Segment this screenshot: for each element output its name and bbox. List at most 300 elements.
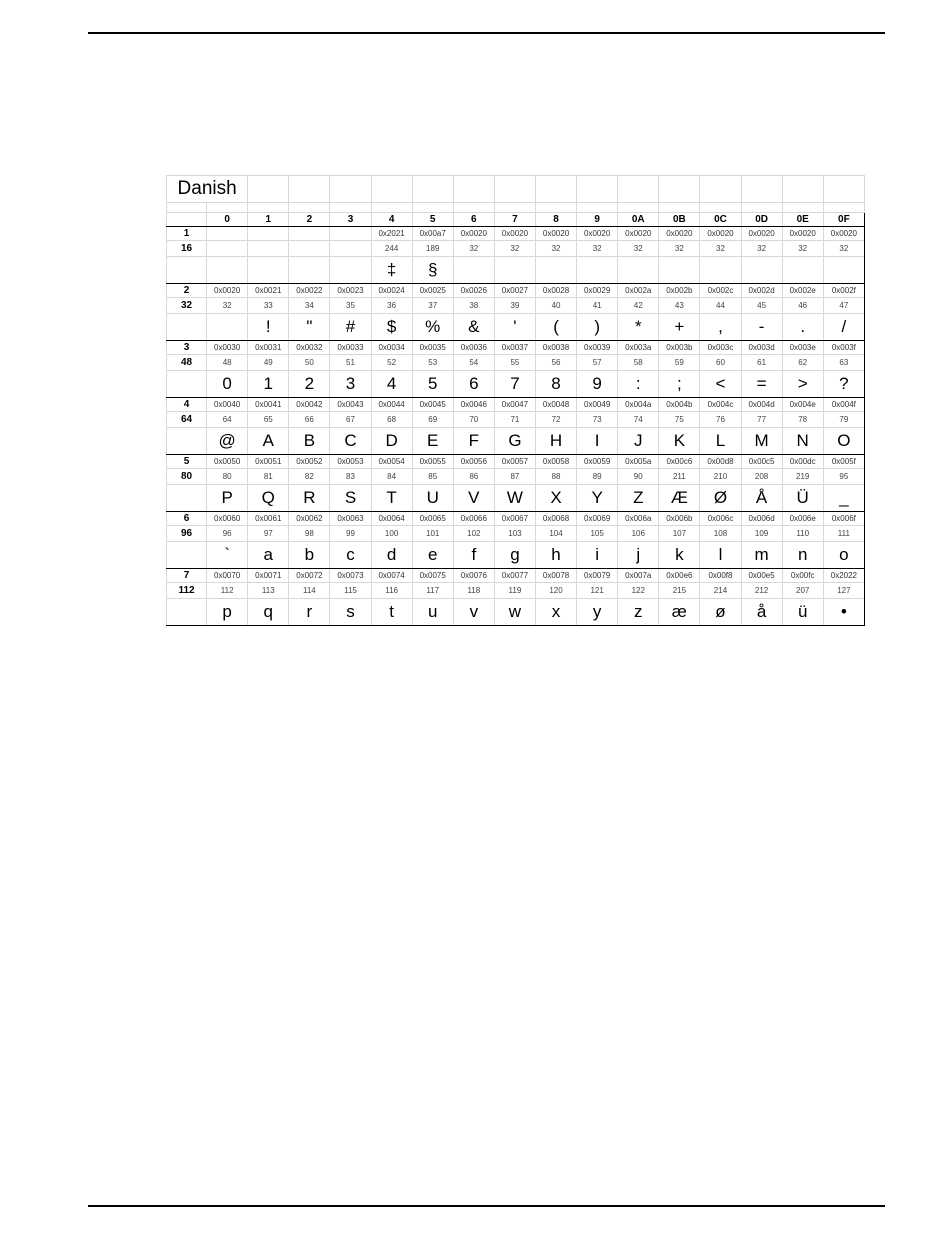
glyph-cell: T	[371, 485, 412, 512]
hex-code-cell: 0x0025	[412, 284, 453, 298]
empty-cell	[207, 203, 248, 213]
table-row	[167, 257, 865, 284]
hex-code-cell: 0x0072	[289, 569, 330, 583]
hex-code-cell: 0x005f	[823, 455, 864, 469]
decimal-code-cell: 103	[494, 526, 535, 542]
hex-code-cell: 0x0037	[494, 341, 535, 355]
table-row	[167, 371, 865, 398]
table-row	[167, 284, 865, 298]
empty-cell	[782, 203, 823, 213]
decimal-code-cell: 61	[741, 355, 782, 371]
glyph-cell: ‡	[371, 257, 412, 284]
hex-code-cell: 0x00c5	[741, 455, 782, 469]
decimal-code-cell: 101	[412, 526, 453, 542]
hex-code-cell: 0x00c6	[659, 455, 700, 469]
glyph-cell	[207, 257, 248, 284]
glyph-cell: .	[782, 314, 823, 341]
hex-code-cell: 0x0065	[412, 512, 453, 526]
hex-code-cell: 0x003b	[659, 341, 700, 355]
glyph-cell: m	[741, 542, 782, 569]
hex-code-cell: 0x0020	[823, 227, 864, 241]
empty-cell	[577, 176, 618, 203]
glyph-cell: l	[700, 542, 741, 569]
hex-code-cell: 0x0044	[371, 398, 412, 412]
decimal-code-cell: 51	[330, 355, 371, 371]
column-header: 9	[577, 213, 618, 227]
hex-code-cell: 0x004a	[618, 398, 659, 412]
glyph-cell: ü	[782, 599, 823, 626]
decimal-code-cell	[289, 241, 330, 257]
decimal-code-cell: 40	[535, 298, 576, 314]
decimal-code-cell: 32	[741, 241, 782, 257]
decimal-code-cell: 55	[494, 355, 535, 371]
hex-code-cell: 0x006f	[823, 512, 864, 526]
glyph-cell: y	[577, 599, 618, 626]
decimal-code-cell: 208	[741, 469, 782, 485]
glyph-cell: #	[330, 314, 371, 341]
glyph-cell: t	[371, 599, 412, 626]
row-label: 6	[167, 512, 207, 526]
table-row	[167, 355, 865, 371]
hex-code-cell: 0x0074	[371, 569, 412, 583]
glyph-cell: 4	[371, 371, 412, 398]
glyph-cell	[823, 257, 864, 284]
decimal-code-cell: 87	[494, 469, 535, 485]
hex-code-cell: 0x0020	[577, 227, 618, 241]
hex-code-cell: 0x0040	[207, 398, 248, 412]
column-header: 3	[330, 213, 371, 227]
glyph-cell: P	[207, 485, 248, 512]
hex-code-cell: 0x0029	[577, 284, 618, 298]
table-row	[167, 241, 865, 257]
decimal-code-cell: 32	[453, 241, 494, 257]
glyph-cell: s	[330, 599, 371, 626]
decimal-code-cell: 62	[782, 355, 823, 371]
glyph-cell: `	[207, 542, 248, 569]
glyph-cell	[535, 257, 576, 284]
glyph-cell: Y	[577, 485, 618, 512]
hex-code-cell: 0x0061	[248, 512, 289, 526]
hex-code-cell	[330, 227, 371, 241]
decimal-code-cell: 85	[412, 469, 453, 485]
empty-cell	[700, 203, 741, 213]
hex-code-cell: 0x0067	[494, 512, 535, 526]
row-decimal-label: 48	[167, 355, 207, 371]
decimal-code-cell: 97	[248, 526, 289, 542]
decimal-code-cell: 77	[741, 412, 782, 428]
hex-code-cell: 0x2021	[371, 227, 412, 241]
empty-cell	[453, 176, 494, 203]
hex-code-cell: 0x006c	[700, 512, 741, 526]
empty-cell	[741, 176, 782, 203]
hex-code-cell: 0x0043	[330, 398, 371, 412]
decimal-code-cell: 109	[741, 526, 782, 542]
decimal-code-cell: 32	[823, 241, 864, 257]
hex-code-cell: 0x00e5	[741, 569, 782, 583]
decimal-code-cell: 107	[659, 526, 700, 542]
decimal-code-cell: 105	[577, 526, 618, 542]
decimal-code-cell: 42	[618, 298, 659, 314]
glyph-cell: c	[330, 542, 371, 569]
column-header: 1	[248, 213, 289, 227]
hex-code-cell: 0x003c	[700, 341, 741, 355]
empty-cell	[741, 203, 782, 213]
glyph-cell: D	[371, 428, 412, 455]
glyph-cell: H	[535, 428, 576, 455]
decimal-code-cell: 32	[782, 241, 823, 257]
hex-code-cell: 0x004e	[782, 398, 823, 412]
hex-code-cell: 0x0034	[371, 341, 412, 355]
row-label-empty	[167, 257, 207, 284]
hex-code-cell: 0x0020	[700, 227, 741, 241]
hex-code-cell: 0x00d8	[700, 455, 741, 469]
glyph-cell: ?	[823, 371, 864, 398]
hex-code-cell: 0x0020	[659, 227, 700, 241]
decimal-code-cell: 82	[289, 469, 330, 485]
hex-code-cell: 0x00fc	[782, 569, 823, 583]
glyph-cell: =	[741, 371, 782, 398]
column-header: 4	[371, 213, 412, 227]
hex-code-cell: 0x0053	[330, 455, 371, 469]
decimal-code-cell: 59	[659, 355, 700, 371]
hex-code-cell: 0x0056	[453, 455, 494, 469]
decimal-code-cell: 127	[823, 583, 864, 599]
glyph-cell: b	[289, 542, 330, 569]
hex-code-cell: 0x0058	[535, 455, 576, 469]
glyph-cell: d	[371, 542, 412, 569]
decimal-code-cell: 119	[494, 583, 535, 599]
hex-code-cell: 0x003e	[782, 341, 823, 355]
empty-cell	[823, 203, 864, 213]
glyph-cell: U	[412, 485, 453, 512]
decimal-code-cell: 88	[535, 469, 576, 485]
decimal-code-cell: 74	[618, 412, 659, 428]
hex-code-cell: 0x0020	[741, 227, 782, 241]
table-row	[167, 412, 865, 428]
hex-code-cell: 0x0071	[248, 569, 289, 583]
hex-code-cell: 0x0042	[289, 398, 330, 412]
table-row	[167, 485, 865, 512]
glyph-cell: Ü	[782, 485, 823, 512]
glyph-cell: ,	[700, 314, 741, 341]
glyph-cell	[659, 257, 700, 284]
hex-code-cell: 0x0057	[494, 455, 535, 469]
column-header: 0A	[618, 213, 659, 227]
decimal-code-cell: 41	[577, 298, 618, 314]
row-decimal-label: 80	[167, 469, 207, 485]
hex-code-cell: 0x0032	[289, 341, 330, 355]
decimal-code-cell: 63	[823, 355, 864, 371]
hex-code-cell: 0x0038	[535, 341, 576, 355]
row-label-empty	[167, 542, 207, 569]
decimal-code-cell: 113	[248, 583, 289, 599]
row-decimal-label: 96	[167, 526, 207, 542]
table-row	[167, 398, 865, 412]
glyph-cell: z	[618, 599, 659, 626]
decimal-code-cell: 189	[412, 241, 453, 257]
glyph-cell: W	[494, 485, 535, 512]
glyph-cell: $	[371, 314, 412, 341]
decimal-code-cell: 81	[248, 469, 289, 485]
hex-code-cell: 0x004c	[700, 398, 741, 412]
decimal-code-cell: 32	[535, 241, 576, 257]
column-header: 5	[412, 213, 453, 227]
table-row	[167, 569, 865, 583]
hex-code-cell: 0x0020	[453, 227, 494, 241]
empty-cell	[782, 176, 823, 203]
decimal-code-cell: 38	[453, 298, 494, 314]
glyph-cell: 1	[248, 371, 289, 398]
glyph-cell: k	[659, 542, 700, 569]
glyph-cell: B	[289, 428, 330, 455]
hex-code-cell: 0x0028	[535, 284, 576, 298]
column-header: 6	[453, 213, 494, 227]
glyph-cell: v	[453, 599, 494, 626]
glyph-cell	[330, 257, 371, 284]
empty-cell	[371, 176, 412, 203]
empty-cell	[289, 203, 330, 213]
glyph-cell: S	[330, 485, 371, 512]
glyph-cell: /	[823, 314, 864, 341]
glyph-cell: 5	[412, 371, 453, 398]
hex-code-cell: 0x0063	[330, 512, 371, 526]
hex-code-cell	[248, 227, 289, 241]
hex-code-cell: 0x007a	[618, 569, 659, 583]
glyph-cell: *	[618, 314, 659, 341]
decimal-code-cell: 49	[248, 355, 289, 371]
empty-cell	[453, 203, 494, 213]
column-header: 0F	[823, 213, 864, 227]
decimal-code-cell: 54	[453, 355, 494, 371]
decimal-code-cell: 37	[412, 298, 453, 314]
glyph-cell: "	[289, 314, 330, 341]
hex-code-cell: 0x002d	[741, 284, 782, 298]
glyph-cell: Æ	[659, 485, 700, 512]
hex-code-cell: 0x0036	[453, 341, 494, 355]
hex-code-cell: 0x0060	[207, 512, 248, 526]
decimal-code-cell: 53	[412, 355, 453, 371]
decimal-code-cell: 115	[330, 583, 371, 599]
decimal-code-cell: 70	[453, 412, 494, 428]
decimal-code-cell: 35	[330, 298, 371, 314]
glyph-cell: Q	[248, 485, 289, 512]
decimal-code-cell: 90	[618, 469, 659, 485]
decimal-code-cell: 32	[207, 298, 248, 314]
decimal-code-cell: 32	[494, 241, 535, 257]
column-header: 0E	[782, 213, 823, 227]
glyph-cell	[207, 314, 248, 341]
glyph-cell: >	[782, 371, 823, 398]
hex-code-cell: 0x0052	[289, 455, 330, 469]
glyph-cell: h	[535, 542, 576, 569]
empty-cell	[577, 203, 618, 213]
hex-code-cell: 0x0054	[371, 455, 412, 469]
decimal-code-cell: 72	[535, 412, 576, 428]
table-row	[167, 599, 865, 626]
row-label-empty	[167, 314, 207, 341]
glyph-cell: f	[453, 542, 494, 569]
glyph-cell: K	[659, 428, 700, 455]
decimal-code-cell: 110	[782, 526, 823, 542]
header-corner	[167, 213, 207, 227]
row-decimal-label: 112	[167, 583, 207, 599]
hex-code-cell: 0x005a	[618, 455, 659, 469]
glyph-cell: ;	[659, 371, 700, 398]
hex-code-cell: 0x006b	[659, 512, 700, 526]
glyph-cell: <	[700, 371, 741, 398]
decimal-code-cell: 73	[577, 412, 618, 428]
decimal-code-cell: 89	[577, 469, 618, 485]
glyph-cell: 0	[207, 371, 248, 398]
glyph-cell: -	[741, 314, 782, 341]
glyph-cell: A	[248, 428, 289, 455]
glyph-cell: w	[494, 599, 535, 626]
decimal-code-cell: 78	[782, 412, 823, 428]
glyph-cell: X	[535, 485, 576, 512]
empty-cell	[659, 176, 700, 203]
hex-code-cell: 0x0031	[248, 341, 289, 355]
glyph-cell: r	[289, 599, 330, 626]
glyph-cell	[700, 257, 741, 284]
decimal-code-cell: 71	[494, 412, 535, 428]
decimal-code-cell: 114	[289, 583, 330, 599]
hex-code-cell: 0x003f	[823, 341, 864, 355]
decimal-code-cell: 75	[659, 412, 700, 428]
hex-code-cell: 0x00a7	[412, 227, 453, 241]
hex-code-cell: 0x002e	[782, 284, 823, 298]
glyph-cell: 7	[494, 371, 535, 398]
decimal-code-cell: 33	[248, 298, 289, 314]
decimal-code-cell: 76	[700, 412, 741, 428]
column-header: 7	[494, 213, 535, 227]
hex-code-cell: 0x002a	[618, 284, 659, 298]
decimal-code-cell: 118	[453, 583, 494, 599]
decimal-code-cell: 39	[494, 298, 535, 314]
glyph-cell: Ø	[700, 485, 741, 512]
decimal-code-cell: 106	[618, 526, 659, 542]
row-label: 7	[167, 569, 207, 583]
decimal-code-cell: 84	[371, 469, 412, 485]
glyph-cell: 2	[289, 371, 330, 398]
decimal-code-cell: 80	[207, 469, 248, 485]
hex-code-cell: 0x002f	[823, 284, 864, 298]
empty-cell	[330, 203, 371, 213]
hex-code-cell: 0x0020	[494, 227, 535, 241]
decimal-code-cell: 32	[577, 241, 618, 257]
glyph-cell: j	[618, 542, 659, 569]
decimal-code-cell	[330, 241, 371, 257]
hex-code-cell: 0x0026	[453, 284, 494, 298]
decimal-code-cell: 244	[371, 241, 412, 257]
hex-code-cell: 0x0041	[248, 398, 289, 412]
hex-code-cell: 0x0076	[453, 569, 494, 583]
decimal-code-cell: 211	[659, 469, 700, 485]
decimal-code-cell: 117	[412, 583, 453, 599]
decimal-code-cell: 47	[823, 298, 864, 314]
glyph-cell: F	[453, 428, 494, 455]
decimal-code-cell: 60	[700, 355, 741, 371]
glyph-cell: N	[782, 428, 823, 455]
decimal-code-cell: 214	[700, 583, 741, 599]
decimal-code-cell: 32	[618, 241, 659, 257]
hex-code-cell: 0x0023	[330, 284, 371, 298]
glyph-cell: §	[412, 257, 453, 284]
glyph-cell: %	[412, 314, 453, 341]
hex-code-cell: 0x0035	[412, 341, 453, 355]
hex-code-cell: 0x0068	[535, 512, 576, 526]
decimal-code-cell	[248, 241, 289, 257]
hex-code-cell: 0x0039	[577, 341, 618, 355]
hex-code-cell: 0x0051	[248, 455, 289, 469]
decimal-code-cell: 121	[577, 583, 618, 599]
empty-cell	[248, 203, 289, 213]
empty-cell	[371, 203, 412, 213]
glyph-cell	[289, 257, 330, 284]
decimal-code-cell: 50	[289, 355, 330, 371]
glyph-cell: x	[535, 599, 576, 626]
hex-code-cell: 0x0030	[207, 341, 248, 355]
decimal-code-cell: 58	[618, 355, 659, 371]
empty-cell	[412, 176, 453, 203]
decimal-code-cell: 32	[700, 241, 741, 257]
decimal-code-cell: 122	[618, 583, 659, 599]
hex-code-cell: 0x0020	[782, 227, 823, 241]
hex-code-cell: 0x003d	[741, 341, 782, 355]
glyph-cell	[494, 257, 535, 284]
table-row	[167, 298, 865, 314]
decimal-code-cell: 34	[289, 298, 330, 314]
glyph-cell: M	[741, 428, 782, 455]
hex-code-cell	[207, 227, 248, 241]
decimal-code-cell: 43	[659, 298, 700, 314]
decimal-code-cell: 96	[207, 526, 248, 542]
decimal-code-cell: 98	[289, 526, 330, 542]
glyph-cell: O	[823, 428, 864, 455]
decimal-code-cell	[207, 241, 248, 257]
glyph-cell: i	[577, 542, 618, 569]
danish-character-table	[166, 175, 865, 626]
hex-code-cell: 0x0047	[494, 398, 535, 412]
hex-code-cell: 0x0049	[577, 398, 618, 412]
hex-code-cell: 0x00e6	[659, 569, 700, 583]
glyph-cell: e	[412, 542, 453, 569]
glyph-cell: 3	[330, 371, 371, 398]
column-header: 0D	[741, 213, 782, 227]
empty-cell	[330, 176, 371, 203]
decimal-code-cell: 104	[535, 526, 576, 542]
decimal-code-cell: 210	[700, 469, 741, 485]
column-header: 0C	[700, 213, 741, 227]
decimal-code-cell: 67	[330, 412, 371, 428]
glyph-cell: 8	[535, 371, 576, 398]
decimal-code-cell: 66	[289, 412, 330, 428]
table-row	[167, 428, 865, 455]
decimal-code-cell: 108	[700, 526, 741, 542]
glyph-cell: '	[494, 314, 535, 341]
hex-code-cell: 0x0066	[453, 512, 494, 526]
row-label-empty	[167, 428, 207, 455]
decimal-code-cell: 44	[700, 298, 741, 314]
hex-code-cell: 0x006e	[782, 512, 823, 526]
header-rule	[88, 32, 885, 34]
column-header: 8	[535, 213, 576, 227]
hex-code-cell: 0x0079	[577, 569, 618, 583]
glyph-cell: 6	[453, 371, 494, 398]
footer-rule	[88, 1205, 885, 1207]
empty-cell	[535, 176, 576, 203]
glyph-cell	[577, 257, 618, 284]
decimal-code-cell: 112	[207, 583, 248, 599]
